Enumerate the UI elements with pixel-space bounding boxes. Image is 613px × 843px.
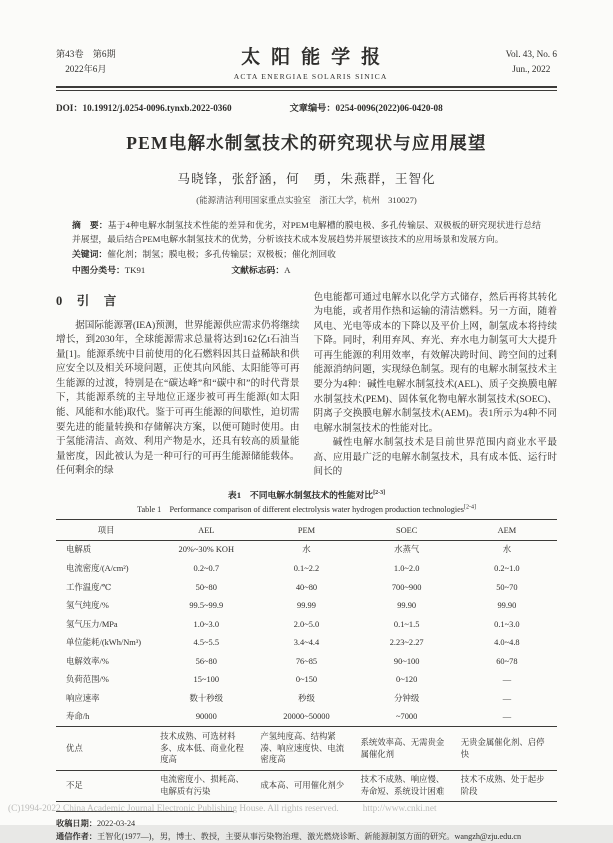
table-cell: 系统效率高、无需贵金属催化剂	[360, 737, 445, 759]
table-row	[56, 770, 557, 801]
table-row	[56, 652, 557, 671]
table-caption-en-ref: [2-4]	[463, 504, 476, 511]
table-cell: 90000	[195, 712, 217, 722]
abstract-block	[72, 219, 541, 278]
row-label-cell: 负荷范围/%	[66, 675, 109, 685]
alkaline-paragraph: 碱性电解水制氢技术是目前世界范围内商业水平最高、应用最广泛的电解水制氢技术，具有成本低、运行时间长的	[313, 437, 557, 478]
journal-volume-issue-zh	[56, 47, 116, 76]
table-cell: 99.5~99.9	[189, 601, 224, 611]
doi-row	[56, 100, 557, 114]
article-affiliation: (能源清洁利用国家重点实验室 浙江大学，杭州 310027)	[196, 195, 417, 205]
table-cell: 90~100	[393, 656, 420, 666]
table-cell: 0.1~2.2	[293, 563, 320, 573]
left-column	[56, 291, 300, 481]
row-label-cell: 单位能耗/(kWh/Nm³)	[66, 638, 142, 648]
table-cell: 99.99	[297, 601, 316, 611]
table-row	[56, 541, 557, 560]
date-en: Jun., 2022	[512, 63, 551, 74]
header-rule	[56, 86, 557, 91]
table-cell: 1.0~3.0	[193, 619, 220, 629]
abstract-label: 摘 要：	[72, 220, 108, 230]
table-cell: 成本高、可用催化剂少	[260, 780, 345, 790]
table-cell: 50~80	[195, 582, 217, 592]
copyright-url: http://www.cnki.net	[362, 804, 437, 814]
row-label-cell: 响应速率	[66, 693, 100, 703]
table-cell: 1.0~2.0	[393, 563, 420, 573]
table-cell: 0~120	[396, 675, 418, 685]
corresponding-line	[56, 830, 557, 843]
table-cell: 无贵金属催化剂、启停快	[460, 737, 545, 759]
table-cell: 99.90	[497, 601, 517, 611]
table-cell: 0.2~0.7	[193, 563, 220, 573]
abstract-text: 基于4种电解水制氢技术性能的差异和优劣，对PEM电解槽的膜电极、多孔传输层、双极板的研究现状进行总结并展望，最后结合PEM电解水制氢技术的优势，分析该技术成本发展趋势并展望该技术的应用场景和发展方向。	[72, 220, 541, 244]
journal-header	[56, 42, 557, 81]
table-cell: 电流密度小、损耗高、电解质有污染	[160, 774, 244, 796]
table-header-cell: 项目	[56, 520, 156, 541]
keywords-line	[72, 248, 541, 262]
table-row	[56, 671, 557, 690]
doc-code-label: 文献标志码：	[231, 264, 285, 275]
intro-paragraph-right: 色电能都可通过电解水以化学方式储存，然后再将其转化为电能，或者用作热和运输的清洁燃料。另一方面，随着风电、光电等成本的下降以及平价上网，制氢成本将持续下降。同时，利用弃风、弃光、弃水电力制氢可大大提升可再生能源的利用效率，有效解决跨时间、跨空间的过剩能源消纳问题，实现绿色制氢。现有的电解水制氢技术主要分为4种：碱性电解水制氢技术(AEL)、质子交换膜电解水制氢技术(PEM)、固体氧化物电解水制氢技术(SOEC)、阴离子交换膜电解水制氢技术(AEM)。表1所示为4种不同电解水制氢技术的性能对比。	[313, 291, 557, 434]
table-cell: 技术不成熟、响应慢、寿命短、系统设计困难	[360, 774, 445, 796]
table-cell: 技术成熟、可选材料多、成本低、商业化程度高	[160, 731, 244, 765]
table-row	[56, 634, 557, 653]
table-cell: 分钟级	[394, 693, 420, 703]
keywords-label: 关键词：	[72, 249, 108, 260]
table-row	[56, 689, 557, 708]
table-cell: 76~85	[295, 656, 318, 666]
row-label-cell: 电解效率/%	[66, 656, 109, 666]
table-cell: 99.90	[397, 601, 417, 611]
article-number: 文章编号：0254-0096(2022)06-0420-08	[289, 103, 443, 113]
table-cell: 40~80	[295, 582, 318, 592]
table-cell: 3.4~4.4	[293, 638, 320, 648]
table-row	[56, 578, 557, 597]
table-cell: 2.23~2.27	[389, 638, 424, 648]
row-label-cell: 电解质	[66, 545, 92, 555]
table-cell: 56~80	[195, 656, 217, 666]
table-row	[56, 597, 557, 616]
clc-label: 中图分类号：	[72, 264, 125, 275]
right-column	[314, 291, 558, 481]
table-row	[56, 560, 557, 579]
table-cell: —	[502, 675, 512, 685]
doi: DOI：10.19912/j.0254-0096.tynxb.2022-0360	[56, 103, 232, 113]
table-section	[56, 488, 557, 802]
table-cell: 15~100	[193, 675, 220, 685]
table-cell: ~7000	[396, 712, 418, 722]
table-cell: 50~70	[496, 582, 518, 592]
received-label: 收稿日期：	[56, 818, 97, 828]
table-caption-en-text: Table 1 Performance comparison of different electrolysis water hydrogen production technologies	[137, 505, 464, 515]
table-cell: 0.1~1.5	[393, 619, 420, 629]
table-body	[56, 541, 557, 802]
row-label-cell: 不足	[66, 780, 83, 790]
copyright-bar	[8, 804, 605, 814]
body-columns	[56, 291, 557, 481]
table-cell: 4.5~5.5	[193, 638, 220, 648]
keywords: 催化剂；制氢；膜电极；多孔传输层；双极板；催化剂回收	[107, 249, 336, 260]
row-label-cell: 优点	[66, 743, 83, 753]
table-row	[56, 615, 557, 634]
journal-title-zh: 太阳能学报	[241, 47, 392, 68]
intro-paragraph-left: 据国际能源署(IEA)预测，世界能源供应需求仍将继续增长，到2030年，全球能源需求总量将达到162亿t石油当量[1]。能源系统中目前使用的化石燃料因其日益稀缺和供应安全以及相关环境问题，正使其向风能、太阳能等可再生能源的过渡，特别是在“碳达峰”和“碳中和”的时代背景下，其能源系统的主导地位正逐步被可再生能源(如太阳能、风能和水能)取代。鉴于可再生能源的间歇性，迫切需要先进的能量转换和存储解决方案，以便可随时使用。由于氢能清洁、高效、利用产物是水，还具有较高的质量能量密度，因此被认为是一种可行的可再生能源储能载体。任何剩余的绿	[56, 319, 300, 477]
journal-title-en: ACTA ENERGIAE SOLARIS SINICA	[233, 72, 388, 81]
received-line	[56, 817, 557, 830]
doc-code: A	[284, 264, 291, 275]
table-cell: 数十秒级	[189, 693, 224, 703]
row-label-cell: 氢气压力/MPa	[66, 619, 118, 629]
table-caption-zh-text: 表1 不同电解水制氢技术的性能对比	[227, 490, 374, 501]
table-cell: 4.0~4.8	[494, 638, 520, 648]
performance-table	[56, 519, 557, 802]
row-label-cell: 寿命/h	[66, 712, 90, 722]
row-label-cell: 氢气纯度/%	[66, 601, 109, 611]
table-cell: 60~78	[496, 656, 518, 666]
table-header-cell: AEL	[156, 520, 256, 541]
received-date: 2022-03-24	[96, 818, 136, 828]
corresponding-text: 王智化(1977—)，男，博士、教授，主要从事污染物治理、激光燃烧诊断、新能源制氢方面的研究。wangzh@zju.edu.cn	[96, 832, 522, 841]
table-cell: 20000~50000	[283, 712, 330, 722]
table-cell: 0.1~3.0	[494, 619, 520, 629]
footnote-block	[56, 811, 557, 843]
row-label-cell: 工作温度/℃	[66, 582, 112, 592]
table-cell: 水蒸气	[394, 545, 420, 555]
table-header-row	[56, 520, 557, 541]
table-cell: —	[502, 712, 512, 722]
table-row	[56, 727, 557, 770]
table-header-cell: PEM	[256, 520, 356, 541]
date-zh: 2022年6月	[65, 63, 107, 74]
table-caption-en	[56, 504, 557, 515]
corresponding-label: 通信作者：	[56, 832, 97, 841]
table-row	[56, 708, 557, 727]
table-cell: 秒级	[298, 693, 315, 703]
classification-line	[72, 264, 541, 278]
table-cell: 技术不成熟、处于起步阶段	[460, 774, 545, 796]
volume-issue-zh: 第43卷 第6期	[56, 48, 116, 59]
journal-volume-issue-en	[506, 47, 557, 76]
table-cell: 700~900	[391, 582, 422, 592]
table-cell: 2.0~5.0	[293, 619, 320, 629]
article-title: PEM电解水制氢技术的研究现状与应用展望	[126, 133, 487, 153]
table-caption-zh	[56, 488, 557, 501]
clc-code: TK91	[124, 264, 146, 275]
copyright-text: (C)1994-2022 China Academic Journal Electronic Publishing House. All rights reserved.	[8, 804, 339, 814]
section-heading-introduction: 0 引 言	[56, 293, 118, 308]
table-cell: 产氢纯度高、结构紧凑、响应速度快、电流密度高	[260, 731, 345, 765]
row-label-cell: 电流密度/(A/cm²)	[66, 563, 129, 573]
volume-issue-en: Vol. 43, No. 6	[505, 48, 557, 59]
article-authors: 马晓锋，张舒涵，何 勇，朱燕群，王智化	[177, 172, 436, 186]
table-header-cell: AEM	[457, 520, 557, 541]
table-cell: 水	[302, 545, 311, 555]
table-cell: 0~150	[295, 675, 318, 685]
journal-title-block	[230, 42, 391, 81]
table-cell: 0.2~1.0	[494, 563, 520, 573]
table-caption-zh-ref: [2-3]	[373, 490, 386, 497]
table-header-cell: SOEC	[357, 520, 457, 541]
table-cell: 水	[502, 545, 512, 555]
table-cell: 20%~30% KOH	[178, 545, 235, 555]
table-cell: —	[502, 693, 512, 703]
abstract-text-line	[72, 219, 541, 246]
